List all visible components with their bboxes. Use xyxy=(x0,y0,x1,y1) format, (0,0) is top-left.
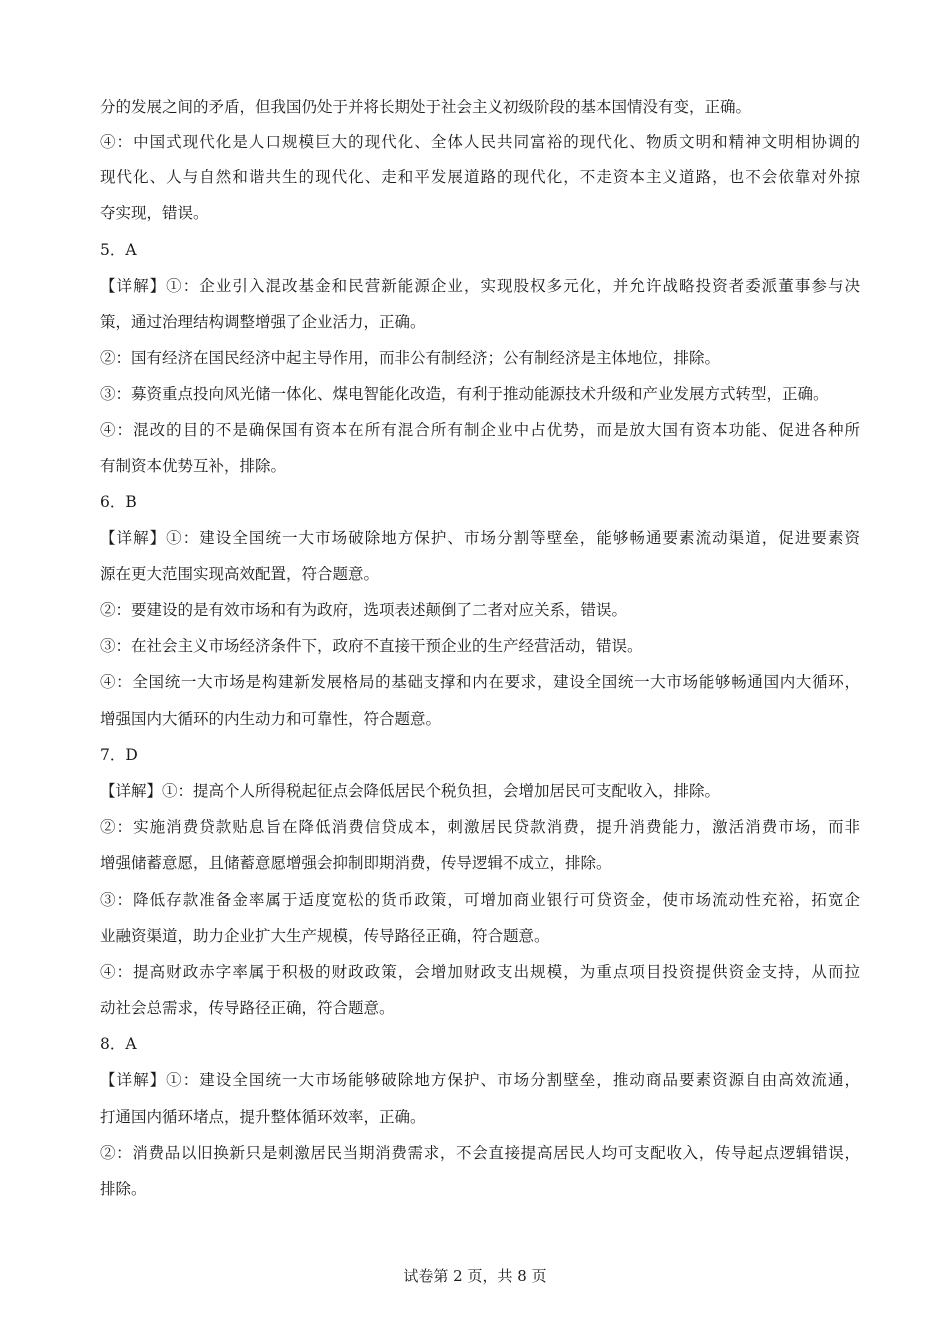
answer-key-line: 6．B xyxy=(100,493,137,511)
answer-key-line: 7．D xyxy=(100,746,138,764)
text-line: 分的发展之间的矛盾，但我国仍处于并将长期处于社会主义初级阶段的基本国情没有变，正确。 xyxy=(100,98,752,116)
explanation-heading-line: 【详解】①：企业引入混改基金和民营新能源企业，实现股权多元化，并允许战略投资者委派董事参与决 xyxy=(100,277,860,295)
text-line: 夺实现，错误。 xyxy=(100,204,209,222)
text-line: ④：中国式现代化是人口规模巨大的现代化、全体人民共同富裕的现代化、物质文明和精神文明相协调的 xyxy=(100,133,860,151)
text-line: 业融资渠道，助力企业扩大生产规模，传导路径正确，符合题意。 xyxy=(100,927,550,945)
explanation-heading-line: 【详解】①：建设全国统一大市场破除地方保护、市场分割等壁垒，能够畅通要素流动渠道，促进要素资 xyxy=(100,529,860,547)
page-footer: 试卷第 2 页，共 8 页 xyxy=(403,1267,547,1285)
text-line: ③：募资重点投向风光储一体化、煤电智能化改造，有利于推动能源技术升级和产业发展方式转型，正确。 xyxy=(100,385,829,403)
text-line: ④：提高财政赤字率属于积极的财政政策，会增加财政支出规模，为重点项目投资提供资金支持，从而拉 xyxy=(100,963,860,981)
text-line: 打通国内循环堵点，提升整体循环效率，正确。 xyxy=(100,1108,426,1126)
text-line: 增强储蓄意愿，且储蓄意愿增强会抑制即期消费，传导逻辑不成立，排除。 xyxy=(100,854,612,872)
text-line: ②：消费品以旧换新只是刺激居民当期消费需求，不会直接提高居民人均可支配收入，传导起点逻辑错误， xyxy=(100,1144,860,1162)
text-line: 策，通过治理结构调整增强了企业活力，正确。 xyxy=(100,313,426,331)
text-line: 动社会总需求，传导路径正确，符合题意。 xyxy=(100,999,395,1017)
text-line: ④：全国统一大市场是构建新发展格局的基础支撑和内在要求，建设全国统一大市场能够畅通国内大循环， xyxy=(100,673,860,691)
text-line: ②：实施消费贷款贴息旨在降低消费信贷成本，刺激居民贷款消费，提升消费能力，激活消费市场，而非 xyxy=(100,818,860,836)
text-line: ②：要建设的是有效市场和有为政府，选项表述颠倒了二者对应关系，错误。 xyxy=(100,601,628,619)
explanation-heading-line: 【详解】①：建设全国统一大市场能够破除地方保护、市场分割壁垒，推动商品要素资源自由高效流通， xyxy=(100,1071,860,1089)
text-line: 有制资本优势互补，排除。 xyxy=(100,457,287,475)
text-line: ②：国有经济在国民经济中起主导作用，而非公有制经济；公有制经济是主体地位，排除。 xyxy=(100,349,721,367)
text-line: ④：混改的目的不是确保国有资本在所有混合所有制企业中占优势，而是放大国有资本功能、促进各种所 xyxy=(100,421,860,439)
text-line: 增强国内大循环的内生动力和可靠性，符合题意。 xyxy=(100,710,442,728)
explanation-heading-line: 【详解】①：提高个人所得税起征点会降低居民个税负担，会增加居民可支配收入，排除。 xyxy=(100,782,721,800)
text-line: ③：在社会主义市场经济条件下，政府不直接干预企业的生产经营活动，错误。 xyxy=(100,637,643,655)
text-line: 排除。 xyxy=(100,1180,147,1198)
text-line: ③：降低存款准备金率属于适度宽松的货币政策，可增加商业银行可贷资金，使市场流动性充裕，拓宽企 xyxy=(100,891,860,909)
answer-key-line: 8．A xyxy=(100,1035,137,1053)
text-line: 现代化、人与自然和谐共生的现代化、走和平发展道路的现代化，不走资本主义道路，也不会依靠对外掠 xyxy=(100,168,860,186)
text-line: 源在更大范围实现高效配置，符合题意。 xyxy=(100,565,380,583)
answer-key-line: 5．A xyxy=(100,241,137,259)
